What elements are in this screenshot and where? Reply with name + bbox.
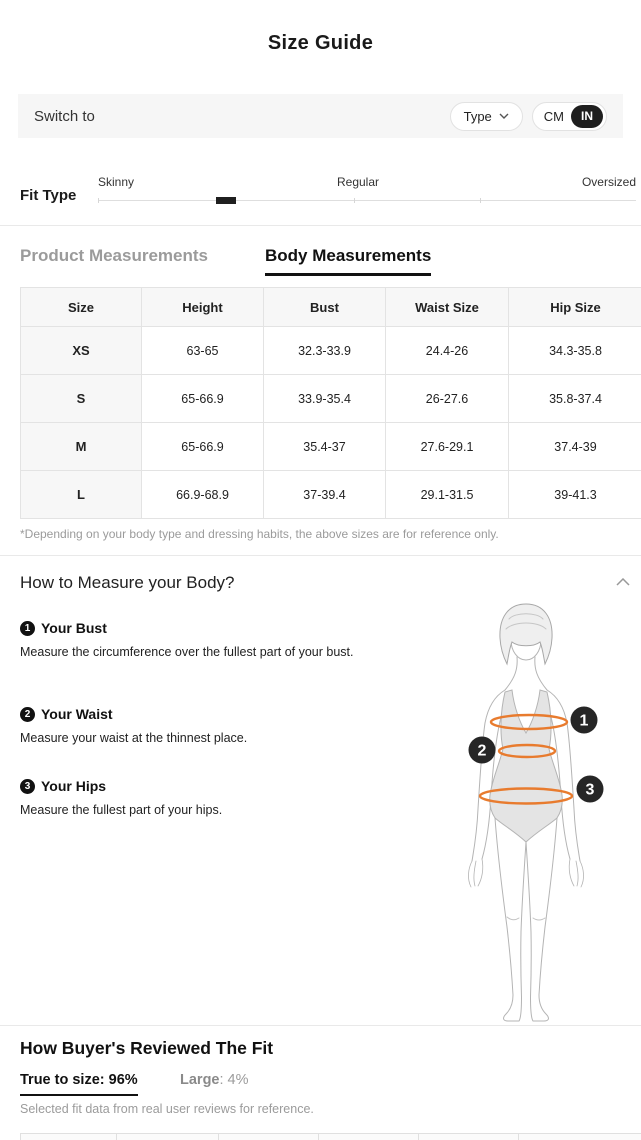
fit-track-tick [480,198,481,203]
fit-option-regular: Regular [336,175,380,189]
table-cell: 24.4-26 [386,327,509,375]
type-dropdown-button[interactable] [450,102,523,131]
review-section-title: How Buyer's Reviewed The Fit [20,1038,274,1058]
table-cell: 26-27.6 [386,375,509,423]
col-header: Bust [264,288,386,327]
measure-item-hips [20,778,372,817]
measure-item-title: Your Bust [41,620,107,636]
size-cell: M [21,423,142,471]
measure-item-waist [20,706,372,745]
size-table[interactable] [20,287,641,519]
fit-stat-large[interactable] [180,1072,249,1088]
table-cell: 37-39.4 [264,471,386,519]
fit-type-label: Fit Type [20,187,77,204]
measure-item-desc: Measure the circumference over the fullest part of your bust. [20,645,354,659]
divider [0,1025,641,1026]
fit-type-options [98,175,636,189]
size-cell: XS [21,327,142,375]
fit-stat-true-to-size[interactable]: True to size: 96% [20,1072,138,1096]
unit-option-in-selected[interactable]: IN [571,105,603,128]
fit-type-track [98,200,636,201]
figure-badge-2: 2 [477,742,487,760]
table-cell: 63-65 [142,327,264,375]
measure-item-desc: Measure your waist at the thinnest place. [20,731,248,745]
table-cell: 33.9-35.4 [264,375,386,423]
tab-body-measurements[interactable]: Body Measurements [265,246,431,276]
next-table-edge [20,1133,641,1140]
switch-controls [450,102,607,131]
step-3-badge: 3 [20,779,35,794]
fit-stat-large-value: : 4% [219,1072,249,1088]
page-title: Size Guide [267,32,374,54]
divider [0,555,641,556]
divider [0,225,641,226]
tab-product-measurements[interactable]: Product Measurements [20,246,208,265]
measure-item-heading [20,620,372,636]
fit-type-indicator [216,197,236,204]
figure-badge-3: 3 [585,781,595,799]
fit-option-oversized: Oversized [581,175,636,189]
fit-track-tick [98,198,99,203]
measure-item-heading [20,706,372,722]
fit-track-tick [354,198,355,203]
step-2-badge: 2 [20,707,35,722]
measure-item-title: Your Waist [41,706,113,722]
chevron-down-icon [499,113,509,119]
chevron-up-icon[interactable] [616,578,630,586]
review-note: Selected fit data from real user reviews for reference. [20,1102,314,1116]
table-cell: 35.8-37.4 [509,375,641,423]
measure-item-heading [20,778,372,794]
table-cell: 35.4-37 [264,423,386,471]
table-cell: 65-66.9 [142,423,264,471]
size-cell: S [21,375,142,423]
switch-to-label: Switch to [34,107,95,125]
fit-option-skinny: Skinny [98,175,135,189]
col-header: Waist Size [386,288,509,327]
table-cell: 39-41.3 [509,471,641,519]
col-header: Height [142,288,264,327]
type-dropdown-label: Type [463,108,492,124]
table-cell: 66.9-68.9 [142,471,264,519]
step-1-badge: 1 [20,621,35,636]
unit-toggle[interactable] [532,102,607,131]
size-cell: L [21,471,142,519]
fit-stat-large-label: Large [180,1072,220,1088]
body-measurement-illustration [448,597,640,1024]
unit-option-cm[interactable]: CM [543,108,564,124]
figure-badge-1: 1 [579,712,589,730]
table-cell: 27.6-29.1 [386,423,509,471]
measure-section-title: How to Measure your Body? [20,573,235,592]
table-cell: 34.3-35.8 [509,327,641,375]
size-disclaimer: *Depending on your body type and dressing habits, the above sizes are for reference only. [20,527,499,541]
measure-item-desc: Measure the fullest part of your hips. [20,803,223,817]
col-header: Hip Size [509,288,641,327]
measure-item-title: Your Hips [41,778,107,794]
col-header: Size [21,288,142,327]
table-cell: 65-66.9 [142,375,264,423]
measure-item-bust [20,620,372,659]
table-cell: 32.3-33.9 [264,327,386,375]
table-cell: 37.4-39 [509,423,641,471]
table-cell: 29.1-31.5 [386,471,509,519]
switch-bar [18,94,623,138]
